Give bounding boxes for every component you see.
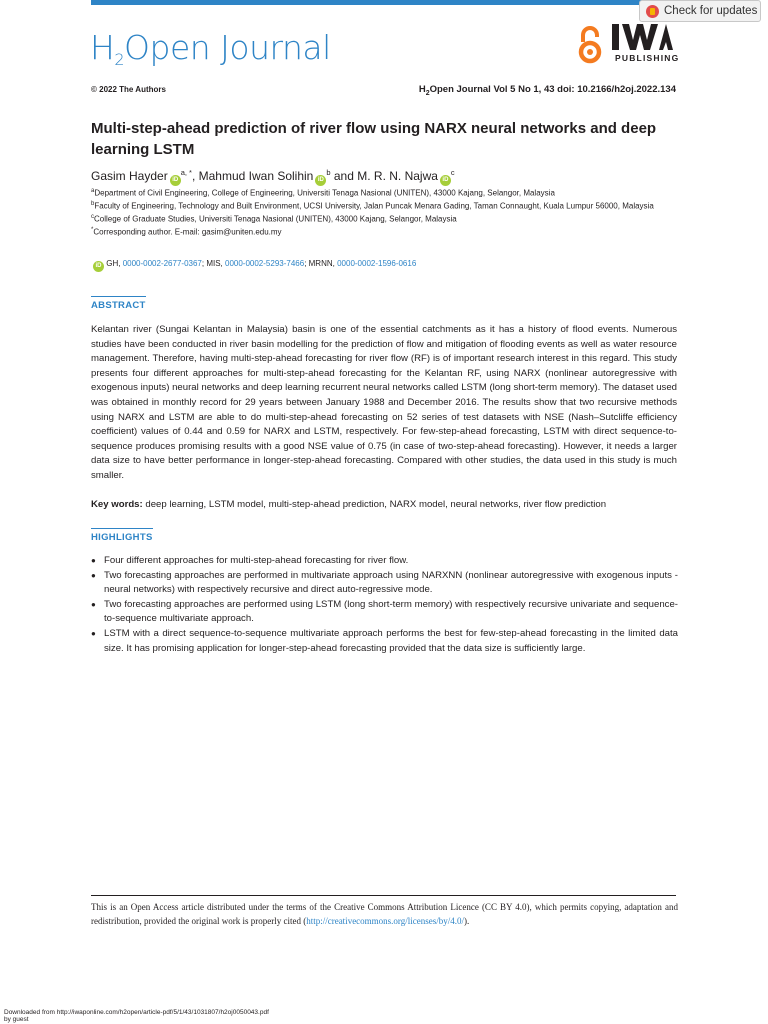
highlight-item: ● Four different approaches for multi-step-ahead forecasting for river flow. bbox=[91, 554, 678, 569]
article-title: Multi-step-ahead prediction of river flow using NARX neural networks and deep learning LSTM bbox=[91, 120, 657, 158]
highlight-item: ● Two forecasting approaches are performed using LSTM (long short-term memory) with respectively recursive univariate and sequence-to-sequence multivariate approach. bbox=[91, 598, 678, 627]
author-name: Mahmud Iwan Solihin bbox=[198, 169, 314, 183]
publisher-wordmark: PUBLISHING bbox=[615, 53, 680, 63]
affiliations bbox=[91, 186, 681, 239]
orcid-link[interactable]: 0000-0002-2677-0367 bbox=[122, 259, 202, 268]
keywords-list: deep learning, LSTM model, multi-step-ahead prediction, NARX model, neural networks, river flow prediction bbox=[145, 499, 607, 510]
orcid-icon[interactable]: iD bbox=[170, 175, 181, 186]
journal-name: $H_2Open$ Journal bbox=[90, 28, 331, 69]
author-list: Gasim Hayder $iD^{a, *}$, Mahmud Iwan Solihin $iD^b$ and M. R. N. Najwa $iD^c$ bbox=[91, 168, 455, 186]
top-accent-bar bbox=[91, 0, 676, 5]
orcid-link[interactable]: 0000-0002-1596-0616 bbox=[337, 259, 417, 268]
highlight-item: ● Two forecasting approaches are performed in multivariate approach using NARXNN (nonlinear autoregressive with exogenous inputs - neural networks) with respectively recursive and direct auto-regressive mode. bbox=[91, 569, 678, 598]
copyright-notice: © 2022 The Authors bbox=[91, 85, 166, 94]
open-access-icon bbox=[578, 26, 602, 64]
download-stamp: Downloaded from http://iwaponline.com/h2open/article-pdf/5/1/43/1031807/h2oj0050043.pdf by guest bbox=[4, 1009, 269, 1023]
citation-line: $H_2Open$ Journal Vol 5 No 1, 43 doi: 10.2166/h2oj.2022.134 bbox=[418, 84, 676, 97]
author-conjunction: and bbox=[330, 169, 358, 183]
keywords-label: Key words: bbox=[91, 499, 146, 510]
author-name: M. R. N. Najwa bbox=[357, 169, 438, 183]
orcid-list: iD GH, 0000-0002-2677-0367; MIS, 0000-0002-5293-7466; MRNN, 0000-0002-1596-0616 bbox=[91, 259, 416, 272]
orcid-icon[interactable]: iD bbox=[440, 175, 451, 186]
affiliation-item: $^a$Department of Civil Engineering, College of Engineering, Universiti Tenaga Nasional (UNITEN), 43000 Kajang, Selangor, Malaysia bbox=[91, 188, 555, 198]
check-updates-label: Check for updates bbox=[664, 5, 758, 17]
license-link[interactable]: http://creativecommons.org/licenses/by/4.0/ bbox=[306, 916, 465, 926]
author-affiliation-mark: a, * bbox=[180, 168, 192, 177]
orcid-icon: iD bbox=[93, 261, 104, 272]
affiliation-item: $^c$College of Graduate Studies, Universiti Tenaga Nasional (UNITEN), 43000 Kajang, Selangor, Malaysia bbox=[91, 214, 457, 224]
footer-divider bbox=[91, 895, 676, 896]
check-for-updates-button[interactable] bbox=[639, 0, 761, 22]
orcid-link[interactable]: 0000-0002-5293-7466 bbox=[225, 259, 305, 268]
highlights-list bbox=[91, 554, 678, 656]
iwa-logo bbox=[612, 22, 674, 52]
author-name: Gasim Hayder bbox=[91, 169, 168, 183]
author-affiliation-mark: b bbox=[326, 168, 331, 177]
orcid-icon[interactable]: iD bbox=[315, 175, 326, 186]
corresponding-author: *Corresponding author. E-mail: gasim@uniten.edu.my bbox=[91, 227, 282, 238]
license-statement: This is an Open Access article distributed under the terms of the Creative Commons Attribution Licence (CC BY 4.0), which permits copying, adaptation and redistribution, provided the original work is properly cited (http://creativecommons.org/licenses/by/4.0/). bbox=[91, 902, 678, 926]
author-affiliation-mark: c bbox=[450, 168, 455, 177]
affiliation-item: $^b$Faculty of Engineering, Technology and Built Environment, UCSI University, Jalan Puncak Menara Gading, Taman Connaught, Kuala Lumpur 56000, Malaysia bbox=[91, 201, 654, 211]
crossmark-icon bbox=[646, 5, 659, 18]
keywords bbox=[91, 499, 681, 510]
abstract-heading: ABSTRACT bbox=[91, 296, 146, 311]
highlights-heading: HIGHLIGHTS bbox=[91, 528, 153, 543]
highlight-item: ● LSTM with a direct sequence-to-sequence multivariate approach performs the best for few-step-ahead forecasting in the limited data size. It has promising application for longer-step-ahead forecasting provided that the data size is sufficiently large. bbox=[91, 627, 678, 656]
abstract-text: Kelantan river (Sungai Kelantan in Malaysia) basin is one of the essential catchments as it has a history of flood events. Numerous studies have been conducted in river basin modelling for the prediction of flow and mitigation of flooding events as well as water resource management. Therefore, having multi-step-ahead forecasting for river flow (RF) is of important research interest in this regard. This study presents four different approaches for multi-step-ahead forecasting for the Kelantan RF, using NARX (nonlinear autoregressive with exogenous inputs) neural networks and deep learning recurrent neural networks called LSTM (long short-term memory). The dataset used was obtained in monthly record for 29 years between January 1988 and December 2016. The results show that two recursive methods using NARX and LSTM are able to do multi-step-ahead forecasting on 52 series of test datasets with NSE (Nash–Sutcliffe efficiency coefficient) values of 0.44 and 0.59 for NARX and LSTM, respectively. For few-step-ahead forecasting, LSTM with direct sequence-to-sequence produces promising results with a good NSE value of 0.75 (in case of two-step-ahead forecasting). However, it needs a larger data size to have better performance in longer-step-ahead forecasting. Compared with other studies, the data used in this study is much smaller. bbox=[91, 324, 677, 481]
